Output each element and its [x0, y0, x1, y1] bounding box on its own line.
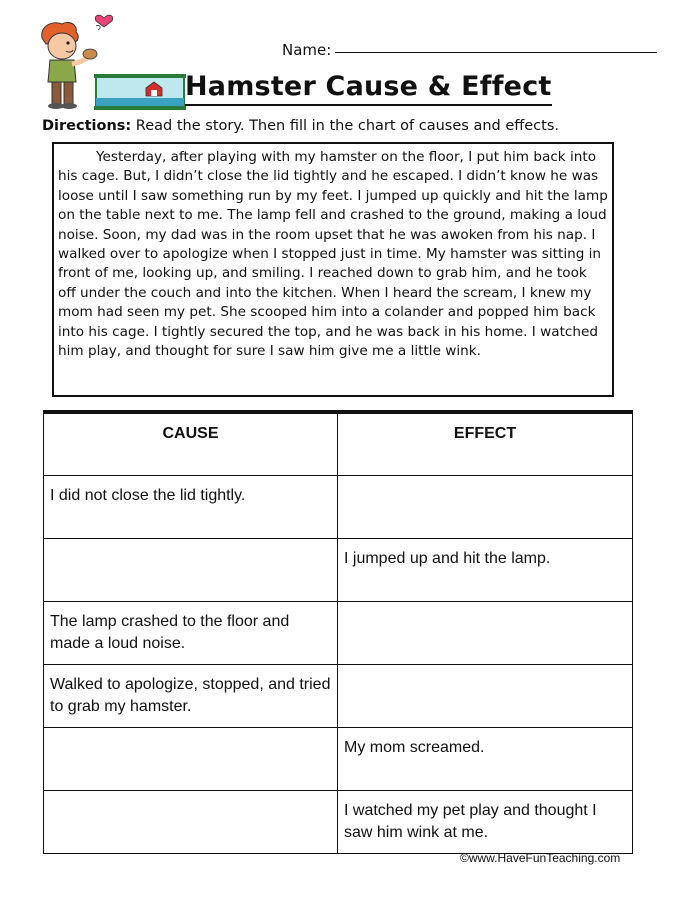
table-row	[44, 475, 633, 538]
name-underline[interactable]	[335, 52, 657, 53]
effect-cell[interactable]	[338, 475, 633, 538]
boy-figure-icon	[42, 22, 97, 109]
boy-with-hamster-illustration	[38, 8, 188, 110]
effect-cell[interactable]	[338, 664, 633, 727]
effect-header: EFFECT	[338, 412, 633, 475]
table-row	[44, 664, 633, 727]
name-field[interactable]	[282, 41, 657, 59]
effect-cell: My mom screamed.	[338, 727, 633, 790]
table-row	[44, 538, 633, 601]
cause-header: CAUSE	[44, 412, 338, 475]
cause-cell: The lamp crashed to the floor and made a loud noise.	[44, 601, 338, 664]
hamster-tank-icon	[94, 74, 186, 110]
directions	[42, 118, 559, 134]
cause-cell[interactable]	[44, 790, 338, 853]
table-row	[44, 790, 633, 853]
worksheet-title: Hamster Cause & Effect	[185, 70, 552, 106]
table-row	[44, 727, 633, 790]
table-row	[44, 601, 633, 664]
name-label: Name:	[282, 41, 332, 59]
cause-cell[interactable]	[44, 727, 338, 790]
effect-cell[interactable]	[338, 601, 633, 664]
copyright-footer: ©www.HaveFunTeaching.com	[460, 851, 621, 865]
cause-effect-chart	[43, 410, 633, 854]
heart-icon	[95, 15, 112, 30]
cause-cell[interactable]	[44, 538, 338, 601]
cause-cell: Walked to apologize, stopped, and tried to grab my hamster.	[44, 664, 338, 727]
story-text: Yesterday, after playing with my hamster on the floor, I put him back into his cage. But, I didn’t close the lid tightly and he escaped. I didn’t know he was loose until I saw something run by my feet. I jumped up quickly and hit the lamp on the table next to me. The lamp fell and crashed to the ground, making a loud noise. Soon, my dad was in the room upset that he was awoken from his nap. I walked over to apologize when I stopped just in time. My hamster was sitting in front of me, looking up, and smiling. I reached down to grab him, and he took off under the couch and into the kitchen. When I heard the scream, I knew my mom had seen my pet. She scooped him into a colander and popped him back into his cage. I tightly secured the top, and he was back in his home. I watched him play, and thought for sure I saw him give me a little wink.	[52, 142, 614, 397]
directions-label: Directions:	[42, 118, 132, 134]
cause-cell: I did not close the lid tightly.	[44, 475, 338, 538]
directions-text: Read the story. Then fill in the chart of causes and effects.	[131, 118, 559, 134]
effect-cell: I jumped up and hit the lamp.	[338, 538, 633, 601]
effect-cell: I watched my pet play and thought I saw him wink at me.	[338, 790, 633, 853]
